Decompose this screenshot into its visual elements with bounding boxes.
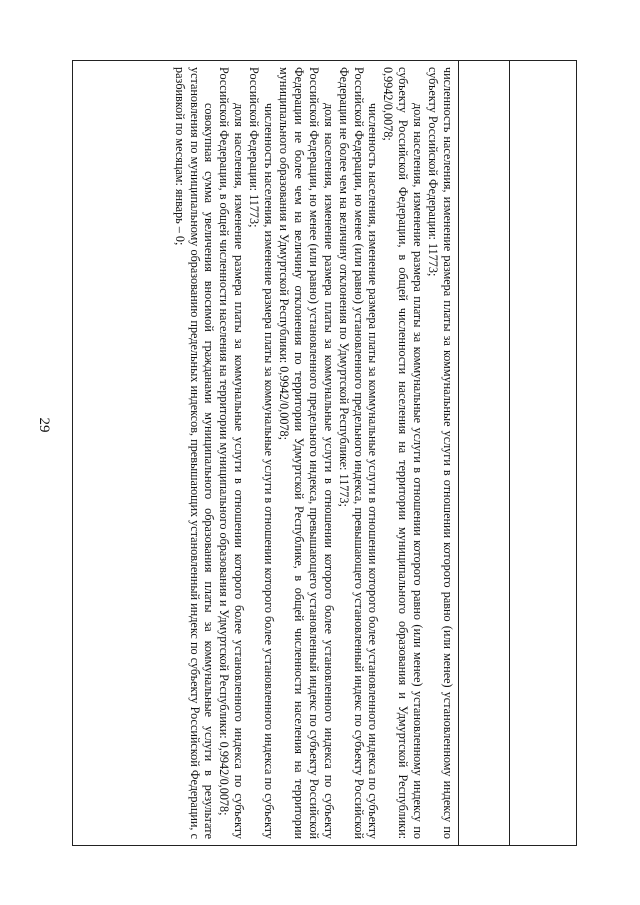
- paragraph-population-count-between: численность населения, изменение размера платы за коммунальные услуги в отношении которого более установленного индекса по субъекту Российской Федерации, но менее (или равно) установленного предельного индекса, превышающего установленный индекс по субъекту Российской Федерации не более чем на величину отклонения по Удмуртской Республике: 11773;: [336, 67, 381, 839]
- paragraph-population-count-equal: численность населения, изменение размера платы за коммунальные услуги в отношении которого равно (или менее) установленному индексу по субъекту Российской Федерации: 11773;: [426, 67, 455, 839]
- page-number: 29: [36, 417, 52, 433]
- table-cell-second-column: [458, 61, 509, 845]
- paragraph-population-share-above: доля населения, изменение размера платы за коммунальные услуги в отношении которого более установленного индекса по субъекту Российской Федерации, в общей численности населения на территории муниципального образования и Удмуртской Республики: 0,9942/0,0078;: [217, 67, 247, 839]
- paragraph-population-share-between: доля населения, изменение размера платы за коммунальные услуги в отношении которого более установленного индекса по субъекту Российской Федерации, но менее (или равно) установленного предельного индекса, превышающего установленный индекс по субъекту Российской Федерации не более чем на величину отклонения по территории Удмуртской Республике, в общей численности населения на территории муниципального образования и Удмуртской Республики: 0,9942/0,0078;: [277, 67, 336, 839]
- table-cell-first-column: [509, 61, 576, 845]
- rotated-table: [72, 60, 577, 846]
- table-cell-description: [73, 61, 458, 845]
- paragraph-population-count-above: численность населения, изменение размера платы за коммунальные услуги в отношении которого более установленного индекса по субъекту Российской Федерации: 11773;: [247, 67, 277, 839]
- paragraph-total-increase: совокупная сумма увеличения вносимой гражданами муниципального образования платы за коммунальные услуги в результате установления по муниципальному образованию предельных индексов, превышающих установленный индекс по субъекту Российской Федерации, с разбивкой по месяцам: январь – 0;: [172, 67, 217, 839]
- paragraph-population-share-equal: доля населения, изменение размера платы за коммунальные услуги в отношении которого равно (или менее) установленному индексу по субъекту Российской Федерации, в общей численности населения на территории муниципального образования и Удмуртской Республики: 0,9942/0,0078;: [381, 67, 426, 839]
